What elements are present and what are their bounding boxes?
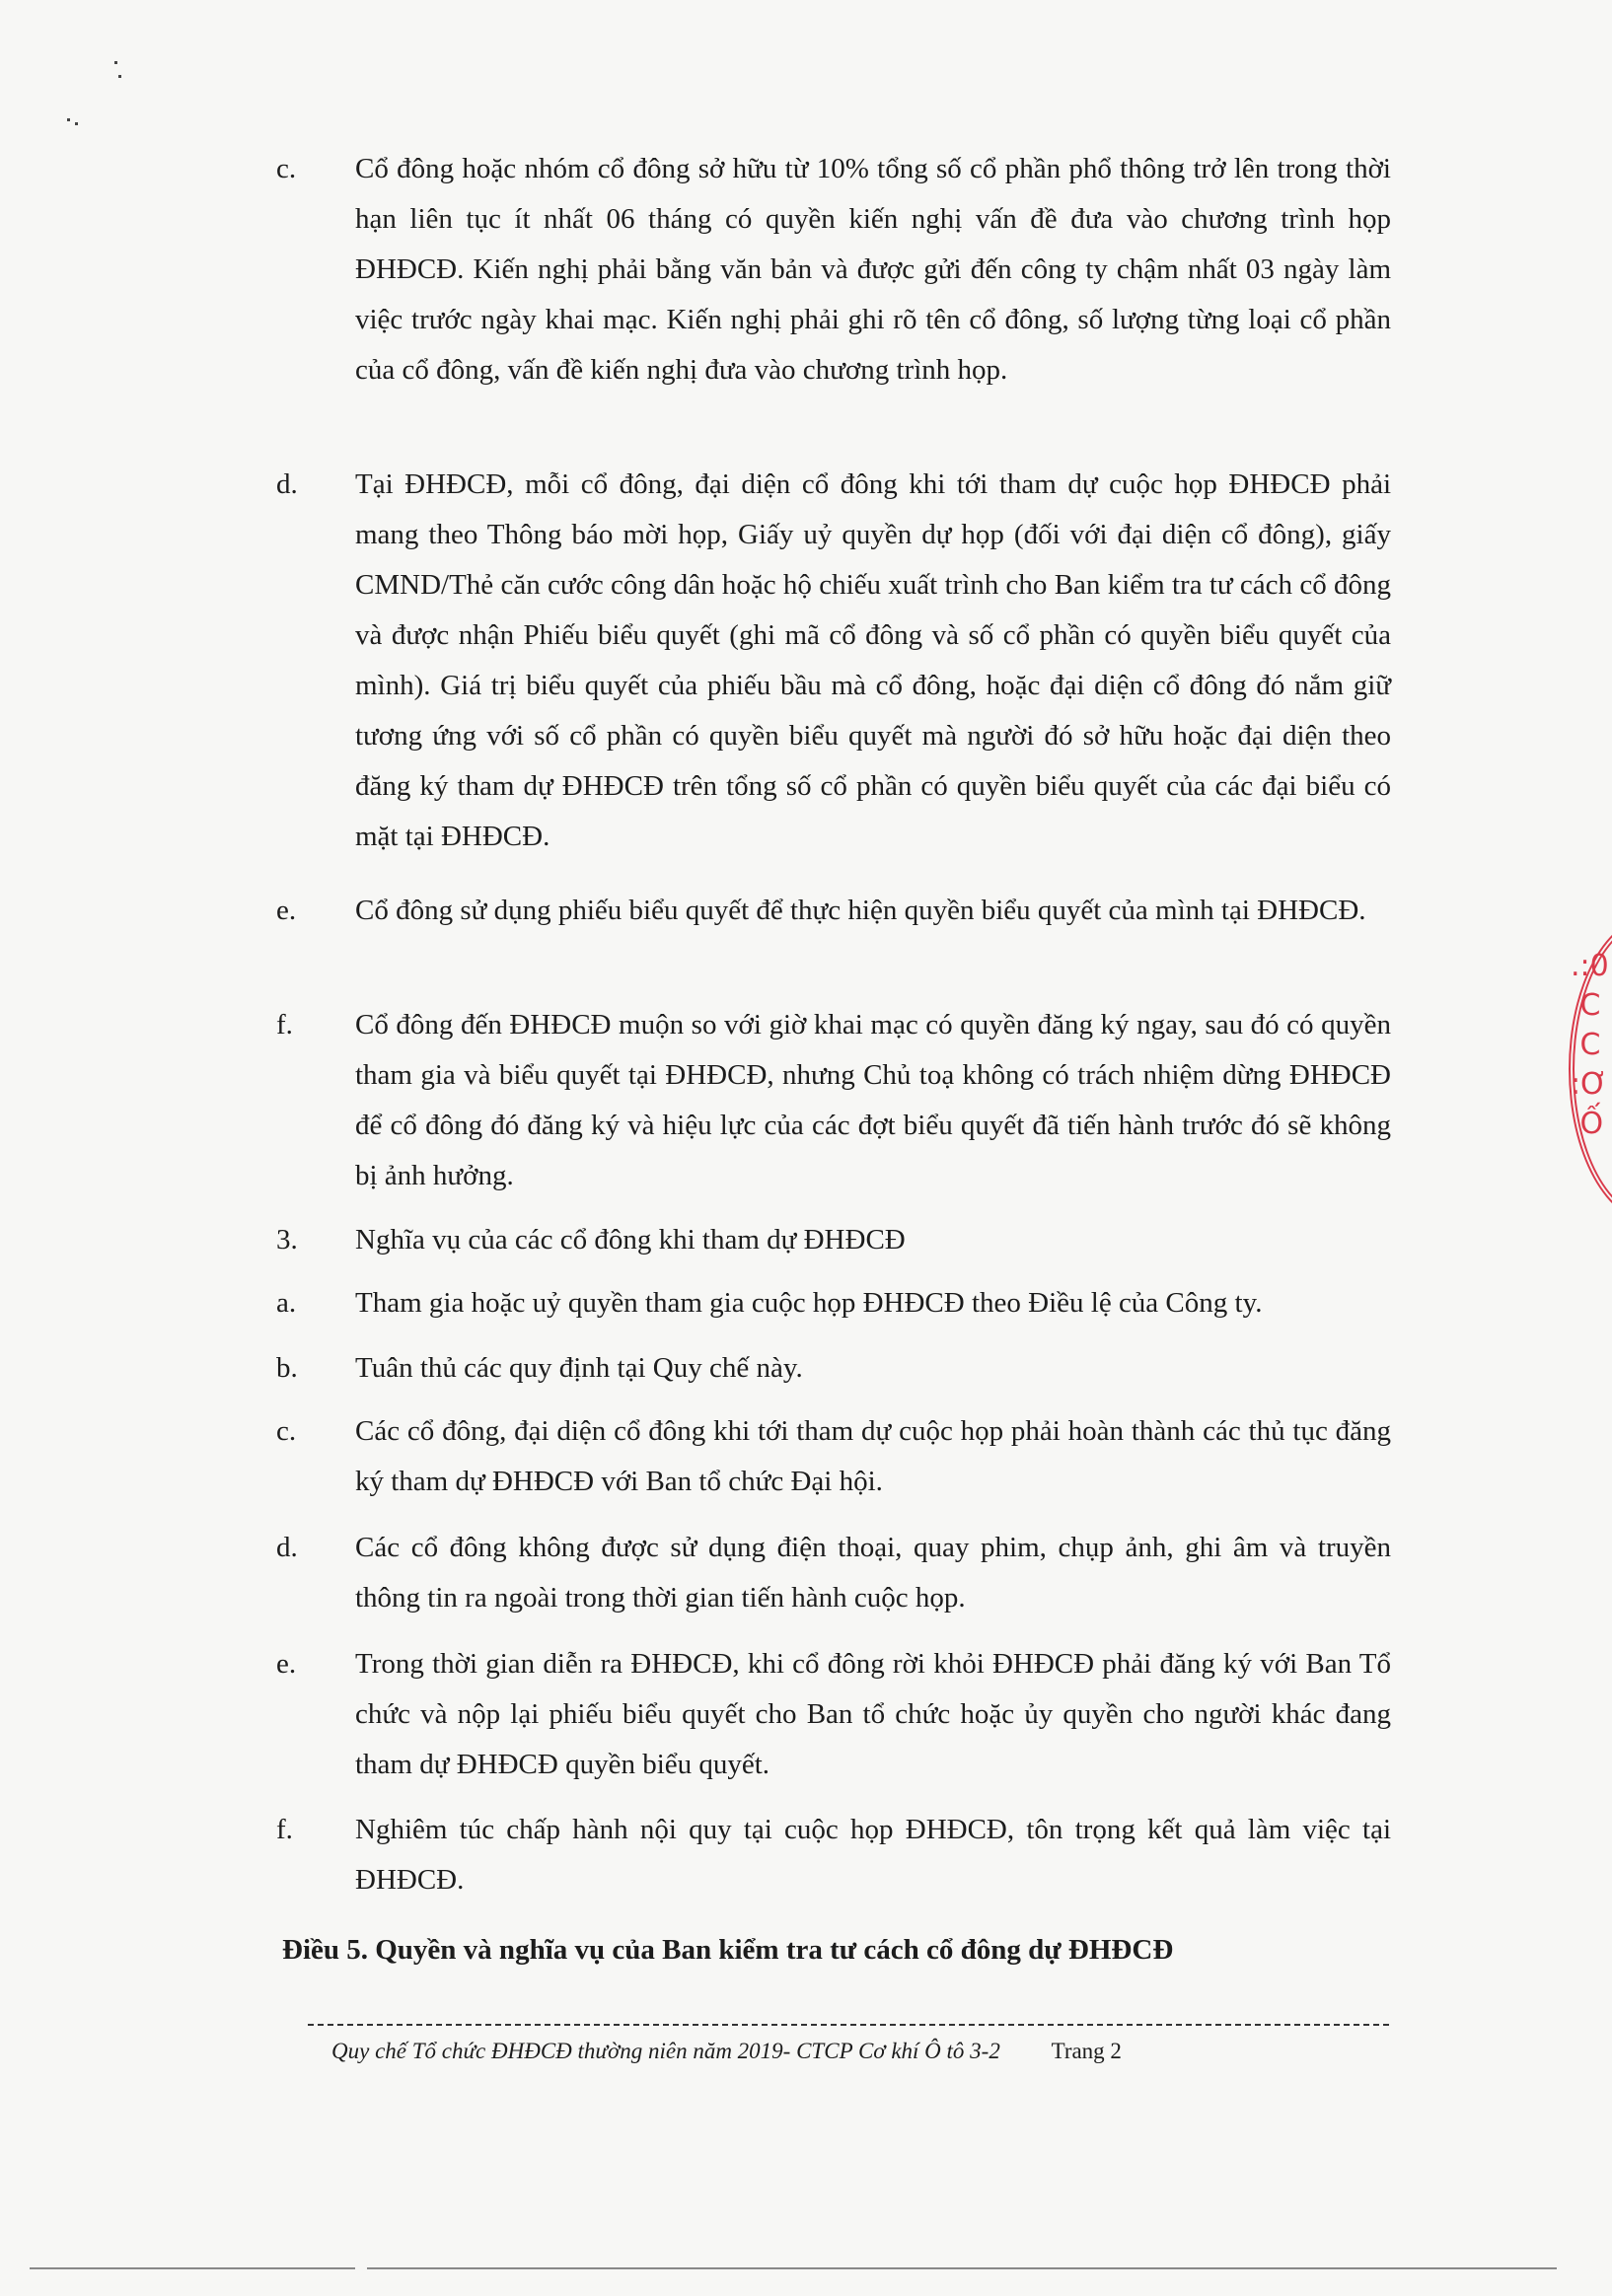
list-item	[276, 1523, 1391, 1623]
item-text: Cổ đông hoặc nhóm cổ đông sở hữu từ 10% tổng số cổ phần phổ thông trở lên trong thời hạn liên tục ít nhất 06 tháng có quyền kiến nghị vấn đề đưa vào chương trình họp ĐHĐCĐ. Kiến nghị phải bằng văn bản và được gửi đến công ty chậm nhất 03 ngày làm việc trước ngày khai mạc. Kiến nghị phải ghi rõ tên cổ đông, số lượng từng loại cổ phần của cổ đông, vấn đề kiến nghị đưa vào chương trình họp.	[355, 153, 1391, 386]
list-item	[276, 1343, 1391, 1394]
item-marker: c.	[276, 153, 297, 184]
scan-speck	[67, 118, 70, 121]
page-footer	[331, 2032, 1387, 2071]
list-item	[276, 460, 1391, 862]
footer-title: Quy chế Tổ chức ĐHĐCĐ thường niên năm 2019- CTCP Cơ khí Ô tô 3-2	[331, 2039, 1000, 2063]
page-number: Trang 2	[1051, 2039, 1122, 2063]
list-item	[276, 886, 1391, 936]
item-text: Nghiêm túc chấp hành nội quy tại cuộc họp ĐHĐCĐ, tôn trọng kết quả làm việc tại ĐHĐCĐ.	[355, 1814, 1391, 1896]
item-marker: e.	[276, 895, 297, 926]
list-item	[276, 1278, 1391, 1328]
scan-speck	[114, 61, 117, 64]
item-marker: f.	[276, 1009, 293, 1040]
item-marker: c.	[276, 1415, 297, 1447]
list-item	[276, 1805, 1391, 1905]
list-item	[276, 1639, 1391, 1790]
list-item	[276, 1406, 1391, 1507]
item-marker: f.	[276, 1814, 293, 1845]
list-item	[276, 1000, 1391, 1201]
item-text: Trong thời gian diễn ra ĐHĐCĐ, khi cổ đông rời khỏi ĐHĐCĐ phải đăng ký với Ban Tổ chức và nộp lại phiếu biểu quyết cho Ban tổ chức hoặc ủy quyền cho người khác đang tham dự ĐHĐCĐ quyền biểu quyết.	[355, 1648, 1391, 1780]
list-item	[276, 1215, 1391, 1265]
section-heading: Điều 5. Quyền và nghĩa vụ của Ban kiểm tra tư cách cổ đông dự ĐHĐCĐ	[282, 1934, 1174, 1966]
scan-edge-line	[367, 2267, 1557, 2269]
item-text: Tham gia hoặc uỷ quyền tham gia cuộc họp ĐHĐCĐ theo Điều lệ của Công ty.	[355, 1287, 1263, 1319]
footer-divider	[308, 2024, 1389, 2026]
item-text: Các cổ đông, đại diện cổ đông khi tới tham dự cuộc họp phải hoàn thành các thủ tục đăng ký tham dự ĐHĐCĐ với Ban tổ chức Đại hội.	[355, 1415, 1391, 1497]
scan-edge-line	[30, 2267, 355, 2269]
scan-speck	[118, 75, 121, 78]
item-text: Cổ đông đến ĐHĐCĐ muộn so với giờ khai mạc có quyền đăng ký ngay, sau đó có quyền tham gia và biểu quyết tại ĐHĐCĐ, nhưng Chủ toạ không có trách nhiệm dừng ĐHĐCĐ để cổ đông đó đăng ký và hiệu lực của các đợt biểu quyết đã tiến hành trước đó sẽ không bị ảnh hưởng.	[355, 1009, 1391, 1191]
scan-speck	[75, 122, 78, 125]
item-text: Nghĩa vụ của các cổ đông khi tham dự ĐHĐCĐ	[355, 1224, 906, 1256]
item-marker: b.	[276, 1352, 298, 1384]
company-seal-text: .:0 C C :Ơ Ố	[1571, 949, 1609, 1141]
item-text: Cổ đông sử dụng phiếu biểu quyết để thực hiện quyền biểu quyết của mình tại ĐHĐCĐ.	[355, 895, 1366, 926]
item-text: Tuân thủ các quy định tại Quy chế này.	[355, 1352, 803, 1384]
item-marker: 3.	[276, 1224, 298, 1256]
item-text: Tại ĐHĐCĐ, mỗi cổ đông, đại diện cổ đông khi tới tham dự cuộc họp ĐHĐCĐ phải mang theo Thông báo mời họp, Giấy uỷ quyền dự họp (đối với đại diện cổ đông), giấy CMND/Thẻ căn cước công dân hoặc hộ chiếu xuất trình cho Ban kiểm tra tư cách cổ đông và được nhận Phiếu biểu quyết (ghi mã cổ đông và số cổ phần có quyền biểu quyết của mình). Giá trị biểu quyết của phiếu bầu mà cổ đông, hoặc đại diện cổ đông đó nắm giữ tương ứng với số cổ phần có quyền biểu quyết mà người đó sở hữu hoặc đại diện theo đăng ký tham dự ĐHĐCĐ trên tổng số cổ phần có quyền biểu quyết của các đại biểu có mặt tại ĐHĐCĐ.	[355, 468, 1391, 852]
item-marker: a.	[276, 1287, 297, 1319]
list-item	[276, 144, 1391, 395]
item-marker: d.	[276, 1532, 298, 1563]
item-text: Các cổ đông không được sử dụng điện thoại, quay phim, chụp ảnh, ghi âm và truyền thông tin ra ngoài trong thời gian tiến hành cuộc họp.	[355, 1532, 1391, 1614]
item-marker: d.	[276, 468, 298, 500]
item-marker: e.	[276, 1648, 297, 1680]
